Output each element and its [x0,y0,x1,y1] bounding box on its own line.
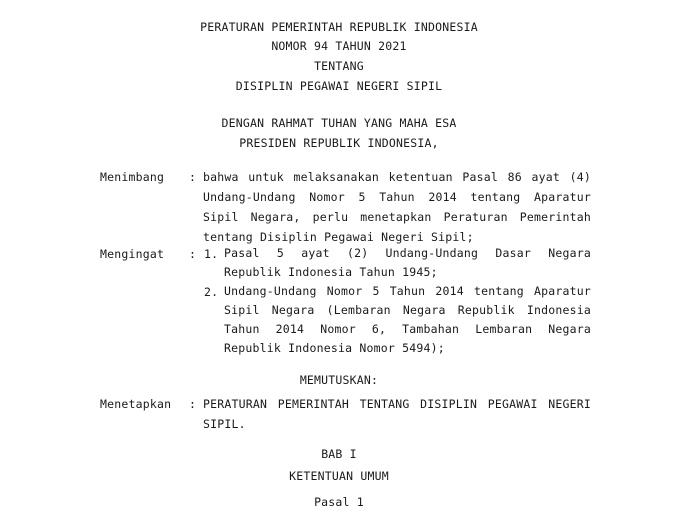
preamble-line-2: PRESIDEN REPUBLIK INDONESIA, [239,136,439,150]
regulation-number: NOMOR 94 TAHUN 2021 [271,39,407,53]
article-number: Pasal 1 [314,495,364,509]
mengingat-item-1-text: Pasal 5 ayat (2) Undang-Undang Dasar Negara Republik Indonesia Tahun 1945; [224,246,591,279]
menimbang-text: bahwa untuk melaksanakan ketentuan Pasal 86 ayat (4) Undang-Undang Nomor 5 Tahun 2014 tentang Aparatur Sipil Negara, perlu menetapkan Peraturan Pemerintah tentang Disiplin Pegawai Negeri Sipil; [203,170,591,244]
menetapkan-text: PERATURAN PEMERINTAH TENTANG DISIPLIN PEGAWAI NEGERI SIPIL. [203,397,591,431]
mengingat-item-1-number: 1. [204,247,219,261]
menetapkan-label: Menetapkan [100,397,172,411]
preamble-line-1: DENGAN RAHMAT TUHAN YANG MAHA ESA [221,116,457,130]
chapter-title: KETENTUAN UMUM [289,469,389,483]
menimbang-label: Menimbang [100,170,165,184]
mengingat-colon: : [189,247,197,261]
regulation-about-label: TENTANG [314,59,364,73]
mengingat-label: Mengingat [100,247,165,261]
mengingat-item-2-number: 2. [204,285,219,299]
menimbang-colon: : [189,170,197,184]
regulation-title: PERATURAN PEMERINTAH REPUBLIK INDONESIA [200,20,478,34]
menetapkan-colon: : [189,397,197,411]
memutuskan-heading: MEMUTUSKAN: [299,373,379,387]
chapter-number: BAB I [321,447,357,461]
regulation-subject: DISIPLIN PEGAWAI NEGERI SIPIL [235,79,443,93]
mengingat-item-2-text: Undang-Undang Nomor 5 Tahun 2014 tentang Aparatur Sipil Negara (Lembaran Negara Republik Indonesia Tahun 2014 Nomor 6, Tambahan Lembaran Negara Republik Indonesia Nomor 5494); [224,284,591,355]
